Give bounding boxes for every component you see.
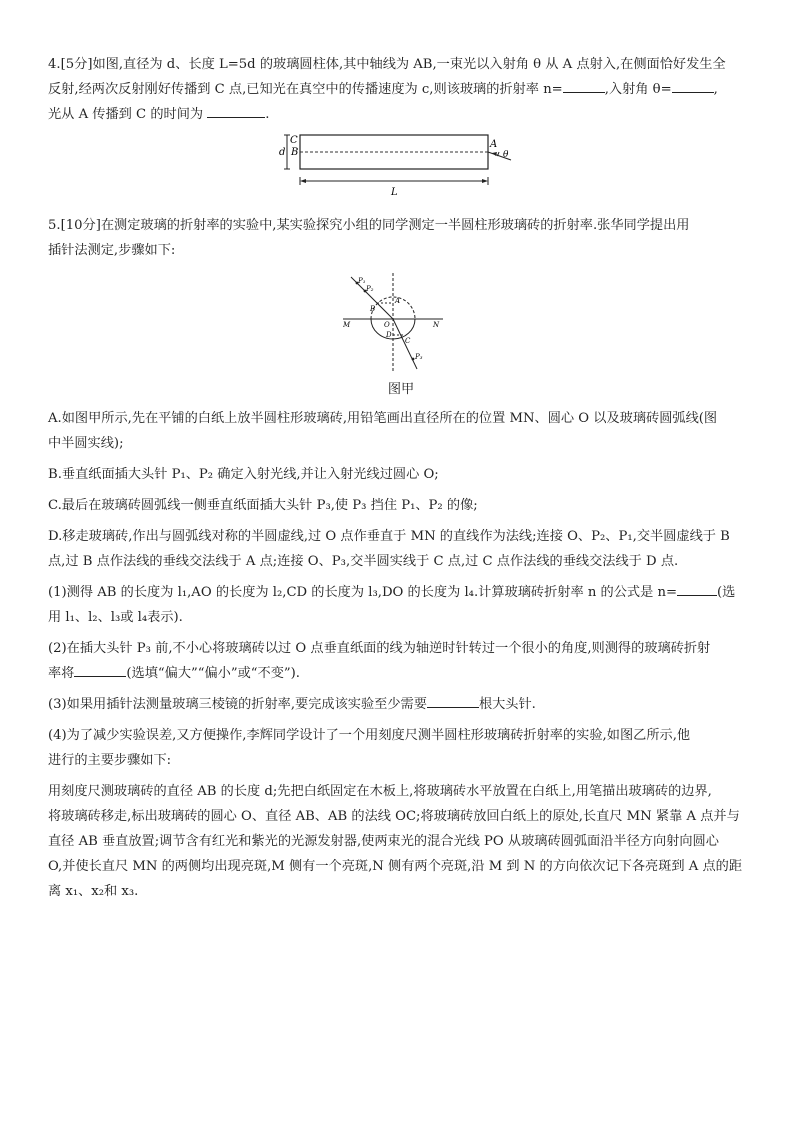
q4-number: 4. [48,57,61,72]
step-c: C.最后在玻璃砖圆弧线一侧垂直纸面插大头针 P₃,使 P₃ 挡住 P₁、P₂ 的像; [48,498,478,513]
label-P3: P₃ [415,353,423,361]
label-M: M [343,321,351,329]
answer-blank-bias[interactable] [74,661,126,677]
sub-question-1: (1)测得 AB 的长度为 l₁,AO 的长度为 l₂,CD 的长度为 l₃,DO 的长度为 l₄.计算玻璃砖折射率 n 的公式是 n= (选 [48,580,754,605]
q5-intro2: 插针法测定,步骤如下: [48,243,176,258]
label-d: d [279,147,286,158]
sub-question-4: (4)为了减少实验误差,又方便操作,李辉同学设计了一个用刻度尺测半圆柱形玻璃砖折射率的实验,如图乙所示,他 [48,728,691,743]
q5-score: [10分] [60,218,101,233]
answer-blank-formula[interactable] [677,580,717,596]
pin-P3 [412,358,415,361]
label-N: N [433,321,440,329]
cylinder-body [300,135,488,169]
answer-blank-pins[interactable] [427,692,479,708]
q4-line2: 反射,经两次反射刚好传播到 C 点,已知光在真空中的传播速度为 c,则该玻璃的折射率 n= ,入射角 θ= , [48,77,754,102]
q4-line3: 光从 A 传播到 C 的时间为 . [48,102,754,127]
label-D: D [386,331,392,339]
label-B: B [291,147,299,158]
answer-blank-theta[interactable] [672,77,714,93]
worksheet-page: 4.[5分]如图,直径为 d、长度 L=5d 的玻璃圆柱体,其中轴线为 AB,一束光以入射角 θ 从 A 点射入,在侧面恰好发生全 反射,经两次反射刚好传播到 C 点,已知光在真空中的传播速度为 c,则该玻璃的折射率 n= ,入射角 θ= , 光从 A 传播到 C 的时间为 . C d B A θ L 5.[10分]在测定玻璃的折射率的实验中,某实验探究小组的同学测定一半圆柱形玻璃砖的折射率.张华同学提出用 插针法测定,步骤如下: P₁ P₂ P₃ A B C D O M N 图甲 A.如图甲所示,先在平铺的白纸上放半圆柱形玻璃砖,用铅笔画出直径所在的位置 MN、圆心 O 以及玻璃砖圆弧线(图 中半圆实线); B.垂直纸面插大头针 P₁、P₂ 确定入射光线,并让入射光线过圆心 O; C.最后在玻璃砖圆弧线一侧垂直纸面插大头针 P₃,使 P₃ 挡住 P₁、P₂ 的像; D.移走玻璃砖,作出与圆弧线对称的半圆虚线,过 O 点作垂直于 MN 的直线作为法线;连接 O、P₂、P₁,交半圆虚线于 B 点,过 B 点作法线的垂线交法线于 A 点;连接 O、P₃,交半圆实线于 C 点,过 C 点作法线的垂线交法线于 D 点. (1)测得 AB 的长度为 l₁,AO 的长度为 l₂,CD 的长度为 l₃,DO 的长度为 l₄.计算玻璃砖折射率 n 的公式是 n= (选 用 l₁、l₂、l₃或 l₄表示). (2)在插大头针 P₃ 前,不小心将玻璃砖以过 O 点垂直纸面的线为轴逆时针转过一个很小的角度,则测得的玻璃砖折射 率将 (选填“偏大”“偏小”或“不变”). (3)如果用插针法测量玻璃三棱镜的折射率,要完成该实验至少需要 根大头针. (4)为了减少实验误差,又方便操作,李辉同学设计了一个用刻度尺测半圆柱形玻璃砖折射率的实验,如图乙所示,他 进行的主要步骤如下: 用刻度尺测玻璃砖的直径 AB 的长度 d;先把白纸固定在木板上,将玻璃砖水平放置在白纸上,用笔描出玻璃砖的边界, 将玻璃砖移走,标出玻璃砖的圆心 O、直径 AB、AB 的法线 OC;将玻璃砖放回白纸上的原处,长直尺 MN 紧靠 A 点并与 直径 AB 垂直放置;调节含有红光和紫光的光源发射器,使两束光的混合光线 PO 从玻璃砖圆弧面沿半径方向射向圆心 O,并使长直尺 MN 的两侧均出现亮斑,M 侧有一个亮斑,N 侧有两个亮斑,沿 M 到 N 的方向依次记下各亮斑到 A 点的距 离 x₁、x₂和 x₃. [48,52,754,904]
q4-line1: 4.[5分]如图,直径为 d、长度 L=5d 的玻璃圆柱体,其中轴线为 AB,一束光以入射角 θ 从 A 点射入,在侧面恰好发生全 [48,57,726,72]
sub-question-3: (3)如果用插针法测量玻璃三棱镜的折射率,要完成该实验至少需要 根大头针. [48,692,754,717]
step-b: B.垂直纸面插大头针 P₁、P₂ 确定入射光线,并让入射光线过圆心 O; [48,467,439,482]
semicircle-figure [343,273,443,373]
label-A: A [490,139,498,150]
cylinder-figure [275,133,515,203]
q5-intro1: 5.[10分]在测定玻璃的折射率的实验中,某实验探究小组的同学测定一半圆柱形玻璃砖的折射率.张华同学提出用 [48,218,690,233]
label-A: A [395,297,401,305]
label-L: L [391,187,398,198]
label-O: O [384,321,390,329]
label-C: C [290,135,298,146]
answer-blank-n[interactable] [563,77,605,93]
q5-number: 5. [48,218,61,233]
figure-caption: 图甲 [387,382,415,397]
label-B: B [370,305,376,313]
sub-question-2: (2)在插大头针 P₃ 前,不小心将玻璃砖以过 O 点垂直纸面的线为轴逆时针转过一个很小的角度,则测得的玻璃砖折射 [48,641,711,656]
label-theta: θ [503,150,509,160]
step-a: A.如图甲所示,先在平铺的白纸上放半圆柱形玻璃砖,用铅笔画出直径所在的位置 MN、圆心 O 以及玻璃砖圆弧线(图 [48,411,718,426]
q4-score: [5分] [60,57,93,72]
answer-blank-time[interactable] [207,102,265,118]
label-C: C [405,337,411,345]
label-P1: P₁ [358,277,366,285]
step-d: D.移走玻璃砖,作出与圆弧线对称的半圆虚线,过 O 点作垂直于 MN 的直线作为法线;连接 O、P₂、P₁,交半圆虚线于 B [48,529,730,544]
label-P2: P₂ [366,285,374,293]
